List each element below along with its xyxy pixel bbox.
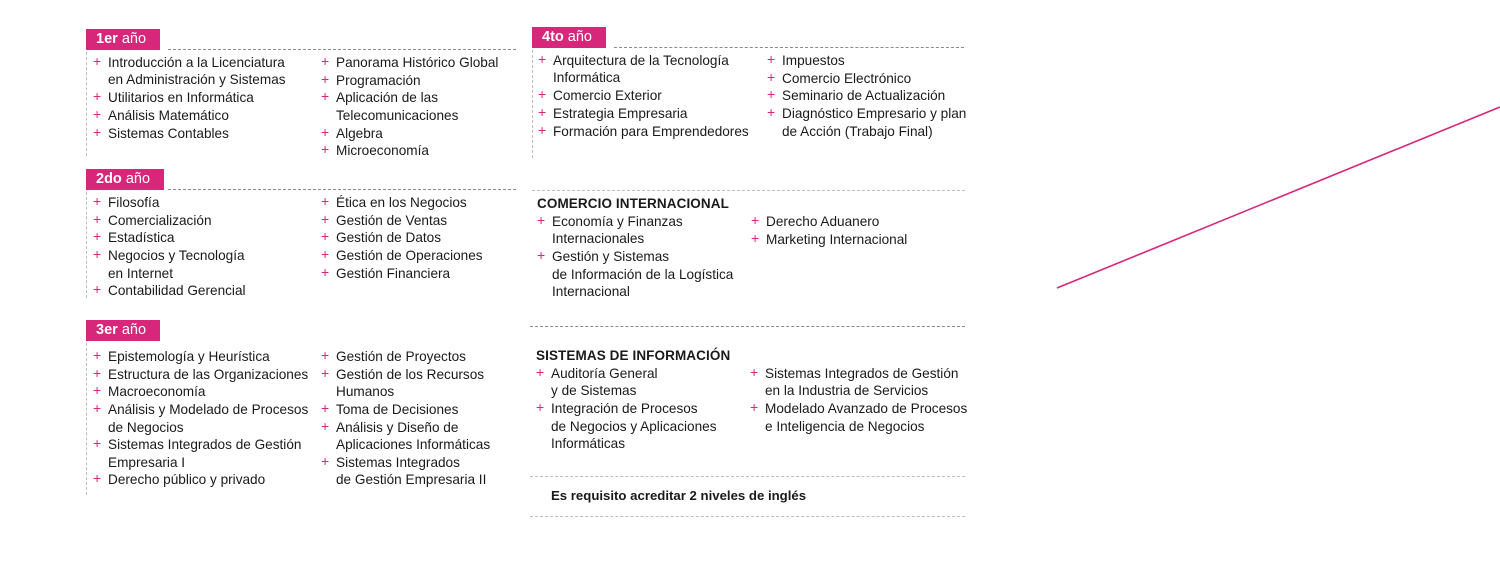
subject-item [536, 400, 748, 452]
plus-icon: + [321, 228, 330, 245]
subject-label: Utilitarios en Informática [108, 90, 254, 106]
subject-label: Análisis y Modelado de Procesos de Negocios [108, 402, 309, 435]
subject-item [93, 436, 321, 471]
subject-label: Comercio Exterior [553, 88, 662, 104]
plus-icon: + [321, 210, 330, 227]
plus-icon: + [538, 103, 547, 120]
year-number: 2do [96, 171, 122, 187]
subject-label: Derecho Aduanero [766, 214, 880, 229]
subject-item [93, 125, 318, 142]
subject-item [321, 194, 521, 211]
year-number: 3er [96, 322, 118, 338]
plus-icon: + [321, 246, 330, 263]
year-2-divider [168, 189, 516, 190]
year-word: año [121, 322, 147, 338]
subject-label: Panorama Histórico Global [336, 55, 499, 70]
subject-item [767, 70, 982, 87]
subject-label: Diagnóstico Empresario y plan de Acción (Trabajo Final) [782, 106, 967, 139]
subject-label: Análisis Matemático [108, 107, 229, 123]
subject-label: Gestión de Ventas [336, 212, 448, 228]
subject-label: Formación para Emprendedores [553, 123, 749, 139]
subject-label: Gestión y Sistemas de Información de la Logística Internacional [552, 249, 734, 299]
plus-icon: + [538, 121, 547, 138]
subject-label: Filosofía [108, 195, 160, 210]
subject-label: Epistemología y Heurística [108, 349, 270, 364]
year-3-subjects-left [93, 348, 321, 489]
subject-label: Economía y Finanzas Internacionales [552, 214, 683, 247]
plus-icon: + [750, 399, 759, 416]
subject-item [767, 52, 982, 69]
year-4-subjects-left [538, 52, 766, 140]
subject-item [93, 471, 321, 488]
comercio-subjects-right [751, 213, 961, 248]
subject-item [767, 105, 982, 140]
plus-icon: + [93, 435, 102, 452]
year-1-side-rule [86, 52, 87, 156]
subject-label: Estructura de las Organizaciones [108, 366, 309, 382]
subject-item [321, 229, 521, 246]
subject-label: Comercio Electrónico [782, 70, 912, 86]
subject-item [321, 125, 521, 142]
comercio-top-divider [532, 190, 965, 191]
plus-icon: + [538, 86, 547, 103]
plus-icon: + [537, 212, 546, 228]
plus-icon: + [93, 88, 102, 105]
subject-item [767, 87, 982, 104]
subject-item [93, 247, 318, 282]
subject-item [93, 383, 321, 400]
subject-item [750, 365, 975, 400]
plus-icon: + [93, 193, 102, 209]
plus-icon: + [93, 228, 102, 245]
subject-item [321, 247, 521, 264]
subject-label: Toma de Decisiones [336, 401, 459, 417]
year-3-subjects-right [321, 348, 521, 489]
note-top-divider [530, 476, 965, 477]
subject-item [321, 72, 521, 89]
sistemas-title: SISTEMAS DE INFORMACIÓN [536, 348, 731, 363]
subject-label: Macroeconomía [108, 384, 206, 400]
subject-item [536, 365, 748, 400]
subject-item [538, 105, 766, 122]
subject-item [321, 419, 521, 454]
plus-icon: + [93, 364, 102, 381]
comercio-subjects-left [537, 213, 747, 301]
sistemas-subjects-left [536, 365, 748, 453]
subject-item [93, 366, 321, 383]
subject-label: Auditoría General y de Sistemas [551, 366, 658, 399]
subject-item [321, 454, 521, 489]
subject-label: Sistemas Integrados de Gestión Empresaria I [108, 437, 302, 470]
plus-icon: + [93, 105, 102, 122]
year-number: 4to [542, 29, 564, 45]
year-2-subjects-left [93, 194, 318, 300]
year-1-divider [168, 49, 516, 50]
subject-item [93, 54, 318, 89]
subject-label: Microeconomía [336, 143, 429, 159]
year-number: 1er [96, 31, 118, 47]
year-4-divider [614, 47, 964, 48]
plus-icon: + [750, 364, 759, 380]
plus-icon: + [767, 51, 776, 67]
subject-label: Modelado Avanzado de Procesos e Inteligencia de Negocios [765, 401, 968, 434]
subject-label: Seminario de Actualización [782, 88, 946, 104]
plus-icon: + [321, 263, 330, 280]
plus-icon: + [767, 68, 776, 85]
plus-icon: + [93, 281, 102, 298]
subject-item [321, 142, 521, 159]
subject-label: Ética en los Negocios [336, 195, 467, 210]
plus-icon: + [93, 347, 102, 363]
plus-icon: + [321, 399, 330, 416]
plus-icon: + [751, 212, 760, 228]
subject-item [538, 52, 766, 87]
subject-label: Sistemas Integrados de Gestión Empresaria II [336, 454, 487, 488]
sistemas-top-divider [530, 326, 965, 327]
plus-icon: + [538, 51, 547, 67]
subject-label: Estadística [108, 230, 175, 246]
plus-icon: + [321, 364, 330, 381]
plus-icon: + [767, 104, 776, 121]
plus-icon: + [321, 70, 330, 87]
year-badge-1 [86, 29, 160, 50]
year-4-side-rule [532, 50, 533, 158]
year-word: año [567, 29, 592, 45]
subject-item [750, 400, 975, 435]
year-2-subjects-right [321, 194, 521, 283]
subject-item [538, 87, 766, 104]
english-requirement-note: Es requisito acreditar 2 niveles de inglés [551, 488, 807, 503]
plus-icon: + [93, 400, 102, 417]
year-word: año [121, 31, 147, 47]
subject-item [93, 282, 318, 299]
year-4-subjects-right [767, 52, 982, 140]
subject-label: Análisis y Diseño de Aplicaciones Informáticas [336, 419, 491, 452]
subject-item [93, 89, 318, 106]
plus-icon: + [321, 452, 330, 469]
year-badge-3 [86, 320, 160, 341]
subject-item [321, 54, 521, 71]
plus-icon: + [321, 193, 330, 209]
plus-icon: + [321, 347, 330, 363]
plus-icon: + [751, 229, 760, 246]
subject-item [93, 401, 321, 436]
plus-icon: + [321, 88, 330, 105]
year-1-subjects-right [321, 54, 521, 160]
subject-label: Programación [336, 72, 421, 88]
plus-icon: + [93, 246, 102, 263]
subject-item [321, 265, 521, 282]
subject-item [751, 231, 961, 248]
plus-icon: + [93, 210, 102, 227]
year-badge-4 [532, 27, 606, 48]
subject-item [538, 123, 766, 140]
subject-label: Marketing Internacional [766, 231, 908, 247]
subject-label: Estrategia Empresaria [553, 105, 688, 121]
subject-label: Algebra [336, 125, 383, 141]
note-bottom-divider [530, 516, 965, 517]
subject-item [537, 248, 747, 300]
subject-label: Arquitectura de la Tecnología Informática [553, 53, 729, 86]
plus-icon: + [321, 417, 330, 434]
plus-icon: + [536, 399, 545, 416]
plus-icon: + [321, 141, 330, 158]
subject-item [321, 89, 521, 124]
subject-item [93, 229, 318, 246]
plus-icon: + [536, 364, 545, 380]
plus-icon: + [93, 470, 102, 487]
subject-label: Gestión de los Recursos Humanos [336, 366, 485, 400]
subject-item [93, 107, 318, 124]
plus-icon: + [321, 123, 330, 140]
year-3-side-rule [86, 343, 87, 495]
year-word: año [125, 171, 151, 187]
sistemas-subjects-right [750, 365, 975, 435]
subject-item [751, 213, 961, 230]
subject-label: Introducción a la Licenciatura en Administración y Sistemas [108, 55, 286, 88]
plus-icon: + [93, 53, 102, 69]
subject-label: Contabilidad Gerencial [108, 283, 246, 299]
subject-item [321, 401, 521, 418]
plus-icon: + [767, 86, 776, 103]
year-2-side-rule [86, 192, 87, 298]
year-badge-2 [86, 169, 164, 190]
subject-item [321, 348, 521, 365]
comercio-title: COMERCIO INTERNACIONAL [537, 196, 729, 211]
subject-label: Gestión de Proyectos [336, 349, 466, 364]
subject-label: Gestión de Datos [336, 230, 442, 246]
plus-icon: + [93, 123, 102, 140]
subject-label: Derecho público y privado [108, 472, 266, 488]
subject-item [93, 212, 318, 229]
subject-label: Sistemas Integrados de Gestión en la Industria de Servicios [765, 366, 959, 399]
subject-label: Gestión de Operaciones [336, 248, 483, 264]
year-1-subjects-left [93, 54, 318, 142]
subject-item [537, 213, 747, 248]
subject-label: Aplicación de las Telecomunicaciones [336, 90, 459, 123]
subject-item [93, 194, 318, 211]
subject-label: Gestión Financiera [336, 265, 451, 281]
subject-label: Comercialización [108, 212, 212, 228]
subject-item [93, 348, 321, 365]
subject-label: Negocios y Tecnología en Internet [108, 248, 245, 281]
subject-label: Sistemas Contables [108, 125, 229, 141]
plus-icon: + [537, 247, 546, 264]
plus-icon: + [93, 382, 102, 399]
subject-item [321, 212, 521, 229]
subject-label: Integración de Procesos de Negocios y Aplicaciones Informáticas [551, 401, 717, 451]
plus-icon: + [321, 53, 330, 69]
subject-label: Impuestos [782, 53, 845, 68]
subject-item [321, 366, 521, 401]
